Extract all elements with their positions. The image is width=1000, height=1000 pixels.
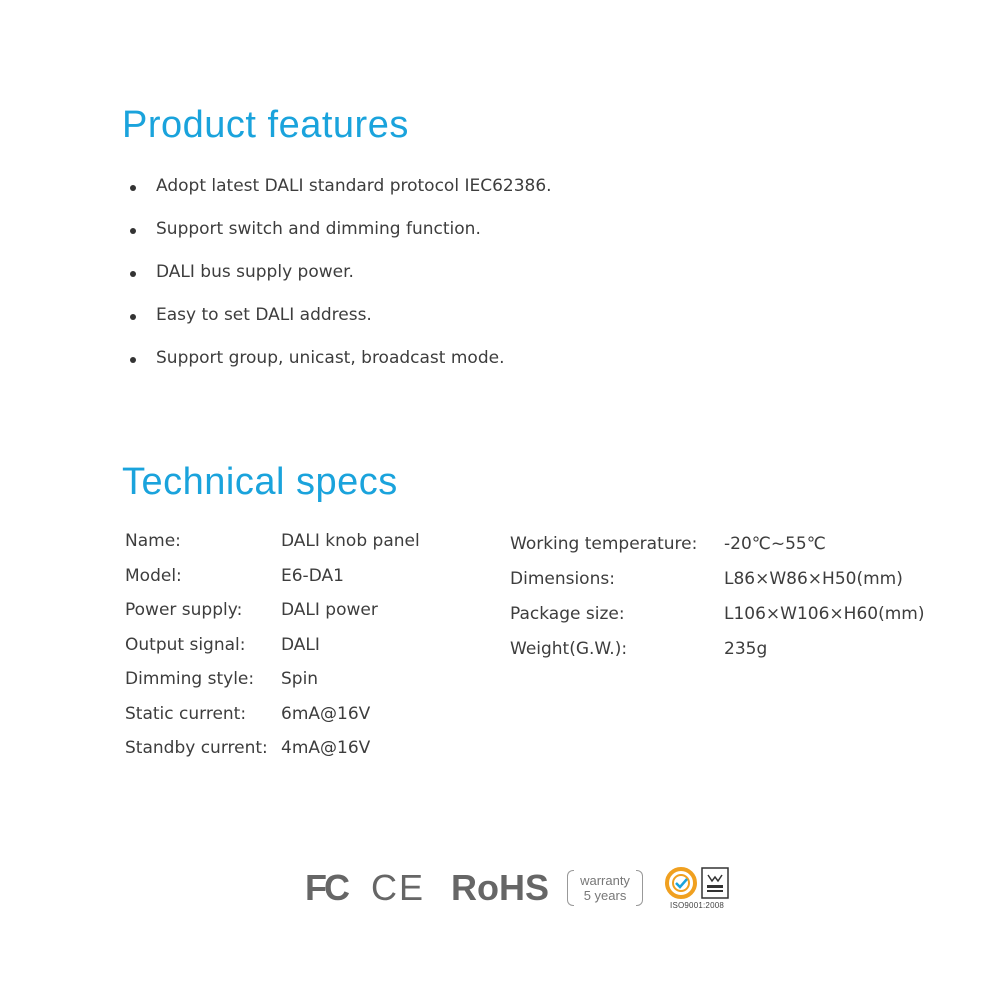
spec-label: Working temperature:: [510, 534, 698, 554]
spec-value: 6mA@16V: [281, 703, 371, 724]
bracket-left-icon: [567, 870, 574, 906]
spec-label: Power supply:: [125, 600, 243, 620]
feature-text: Easy to set DALI address.: [156, 305, 372, 325]
bracket-right-icon: [636, 870, 643, 906]
bullet-icon: [130, 185, 136, 191]
spec-value: -20℃~55℃: [724, 534, 826, 554]
iso-icons: [665, 867, 729, 899]
bullet-icon: [130, 357, 136, 363]
feature-item: [130, 262, 552, 305]
spec-row-static-current: [125, 704, 420, 739]
feature-text: Support group, unicast, broadcast mode.: [156, 348, 505, 368]
feature-text: Adopt latest DALI standard protocol IEC62386.: [156, 176, 552, 196]
feature-item: [130, 219, 552, 262]
spec-row-standby-current: [125, 738, 420, 773]
spec-label: Dimming style:: [125, 669, 255, 689]
bullet-icon: [130, 314, 136, 320]
specs-left-column: [125, 531, 420, 773]
iso-certification: [665, 867, 729, 910]
rohs-logo: RoHS: [451, 867, 550, 908]
spec-row-name: [125, 531, 420, 566]
spec-row-weight: [510, 639, 924, 674]
spec-row-dimming-style: [125, 669, 420, 704]
spec-row-package-size: [510, 604, 924, 639]
spec-value: L86×W86×H50(mm): [724, 569, 903, 589]
feature-item: [130, 348, 552, 391]
spec-value: DALI: [281, 634, 320, 655]
iso-label: ISO9001:2008: [670, 900, 725, 910]
warranty-badge: [567, 866, 643, 910]
technical-specs-heading: Technical specs: [122, 461, 398, 503]
specs-right-column: [510, 534, 924, 674]
feature-item: [130, 176, 552, 219]
spec-value: L106×W106×H60(mm): [724, 604, 925, 624]
feature-item: [130, 305, 552, 348]
product-features-heading: Product features: [122, 104, 409, 146]
feature-text: Support switch and dimming function.: [156, 219, 481, 239]
ce-logo: CE: [371, 867, 426, 908]
spec-label: Output signal:: [125, 634, 246, 655]
spec-label: Weight(G.W.):: [510, 639, 628, 659]
certification-logos: [305, 860, 729, 916]
spec-value: DALI power: [281, 600, 378, 620]
spec-label: Model:: [125, 565, 182, 586]
spec-value: E6-DA1: [281, 565, 344, 586]
spec-label: Package size:: [510, 604, 625, 624]
warranty-label: warranty: [580, 873, 630, 888]
feature-text: DALI bus supply power.: [156, 262, 354, 282]
spec-value: 4mA@16V: [281, 738, 371, 758]
spec-row-dimensions: [510, 569, 924, 604]
spec-label: Static current:: [125, 703, 247, 724]
warranty-years: 5 years: [583, 888, 627, 903]
spec-row-output-signal: [125, 635, 420, 670]
spec-value: Spin: [281, 669, 319, 689]
spec-label: Standby current:: [125, 738, 268, 758]
sgs-seal-icon: [665, 867, 697, 899]
bullet-icon: [130, 271, 136, 277]
spec-value: 235g: [724, 639, 768, 659]
feature-list: [130, 176, 552, 391]
spec-row-power-supply: [125, 600, 420, 635]
spec-row-working-temperature: [510, 534, 924, 569]
spec-value: DALI knob panel: [281, 531, 420, 551]
spec-label: Name:: [125, 531, 181, 551]
spec-row-model: [125, 566, 420, 601]
ukas-mark-icon: [701, 867, 729, 899]
fcc-logo: FC: [305, 867, 347, 908]
spec-label: Dimensions:: [510, 569, 615, 589]
bullet-icon: [130, 228, 136, 234]
